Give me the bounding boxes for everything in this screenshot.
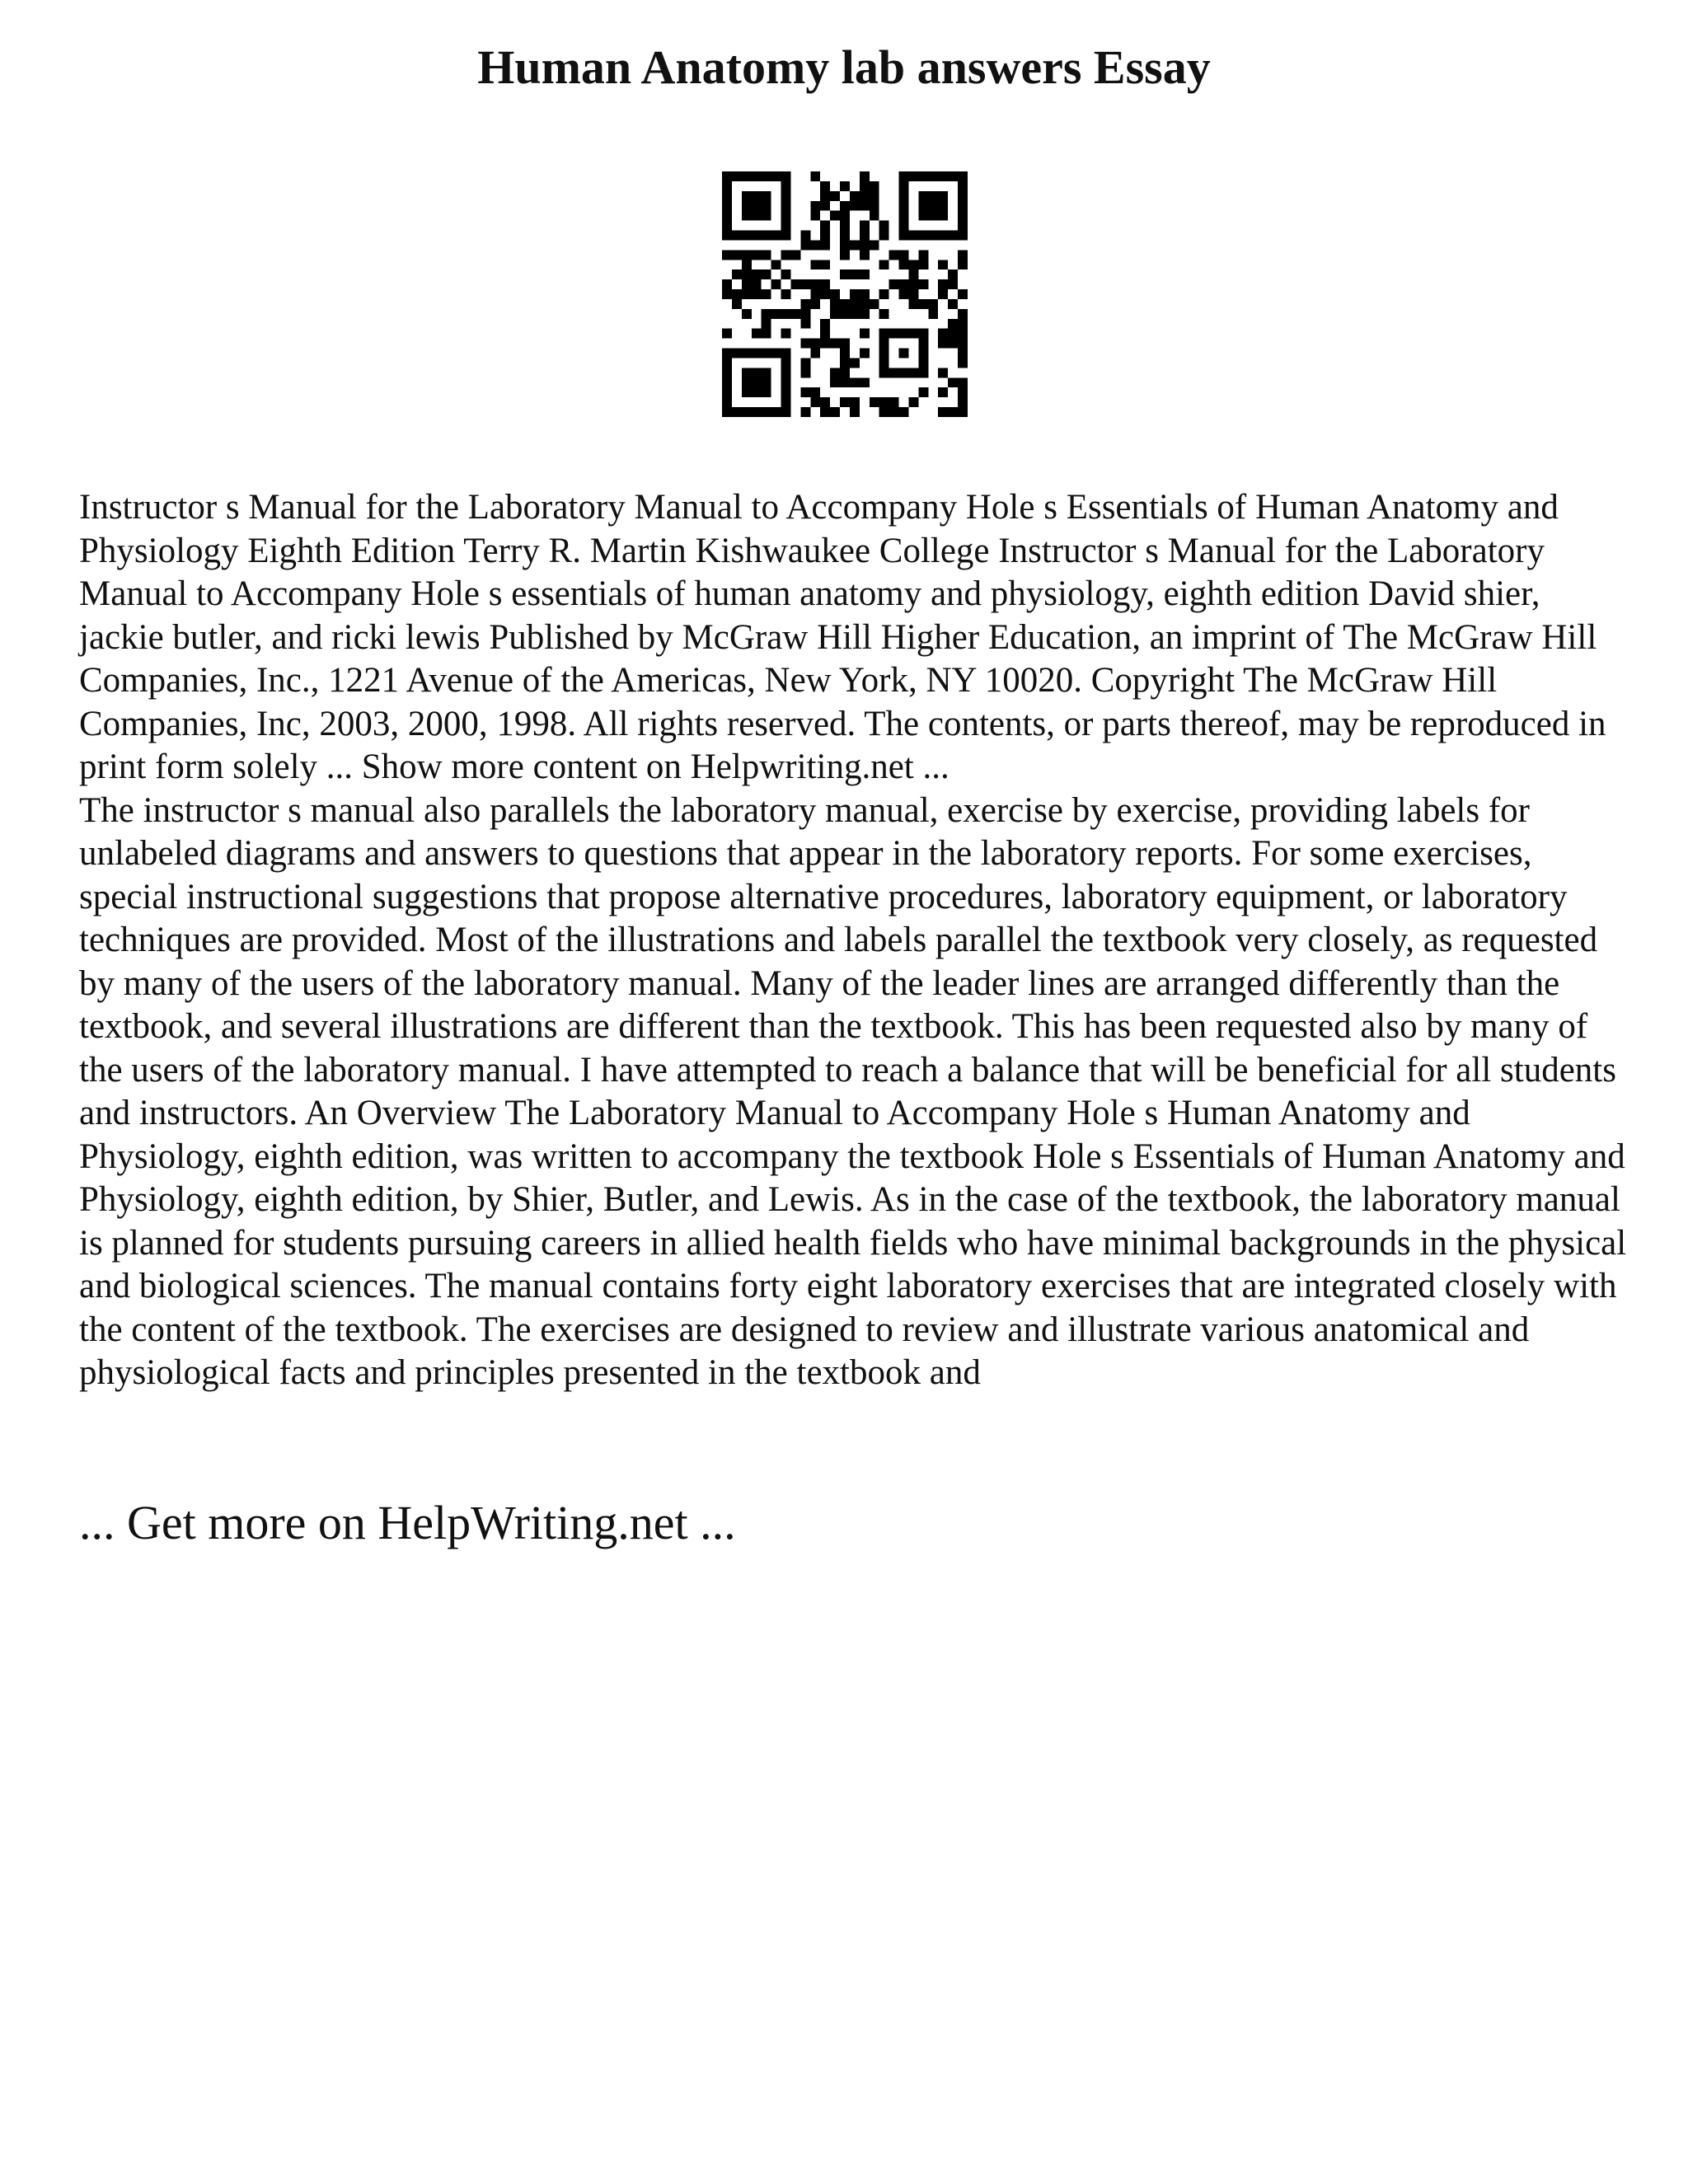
article-body [79, 486, 1629, 1395]
article-paragraph: The instructor s manual also parallels the laboratory manual, exercise by exercise, providing labels for unlabeled diagrams and answers to questions that appear in the laboratory reports. For some exercises, special instructional suggestions that propose alternative procedures, laboratory equipment, or laboratory techniques are provided. Most of the illustrations and labels parallel the textbook very closely, as requested by many of the users of the laboratory manual. Many of the leader lines are arranged differently than the textbook, and several illustrations are different than the textbook. This has been requested also by many of the users of the laboratory manual. I have attempted to reach a balance that will be beneficial for all students and instructors. An Overview The Laboratory Manual to Accompany Hole s Human Anatomy and Physiology, eighth edition, was written to accompany the textbook Hole s Essentials of Human Anatomy and Physiology, eighth edition, by Shier, Butler, and Lewis. As in the case of the textbook, the laboratory manual is planned for students pursuing careers in allied health fields who have minimal backgrounds in the physical and biological sciences. The manual contains forty eight laboratory exercises that are integrated closely with the content of the textbook. The exercises are designed to review and illustrate various anatomical and physiological facts and principles presented in the textbook and [79, 790, 1627, 1392]
page-title: Human Anatomy lab answers Essay [477, 40, 1211, 94]
article-paragraph: Instructor s Manual for the Laboratory Manual to Accompany Hole s Essentials of Human Anatomy and Physiology Eighth Edition Terry R. Martin Kishwaukee College Instructor s Manual for the Laboratory Manual to Accompany Hole s essentials of human anatomy and physiology, eighth edition David shier, jackie butler, and ricki lewis Published by McGraw Hill Higher Education, an imprint of The McGraw Hill Companies, Inc., 1221 Avenue of the Americas, New York, NY 10020. Copyright The McGraw Hill Companies, Inc, 2003, 2000, 1998. All rights reserved. The contents, or parts thereof, may be reproduced in print form solely ... Show more content on Helpwriting.net ... [79, 488, 1606, 786]
qr-code-icon [722, 171, 968, 417]
get-more-link[interactable]: ... Get more on HelpWriting.net ... [79, 1496, 736, 1549]
